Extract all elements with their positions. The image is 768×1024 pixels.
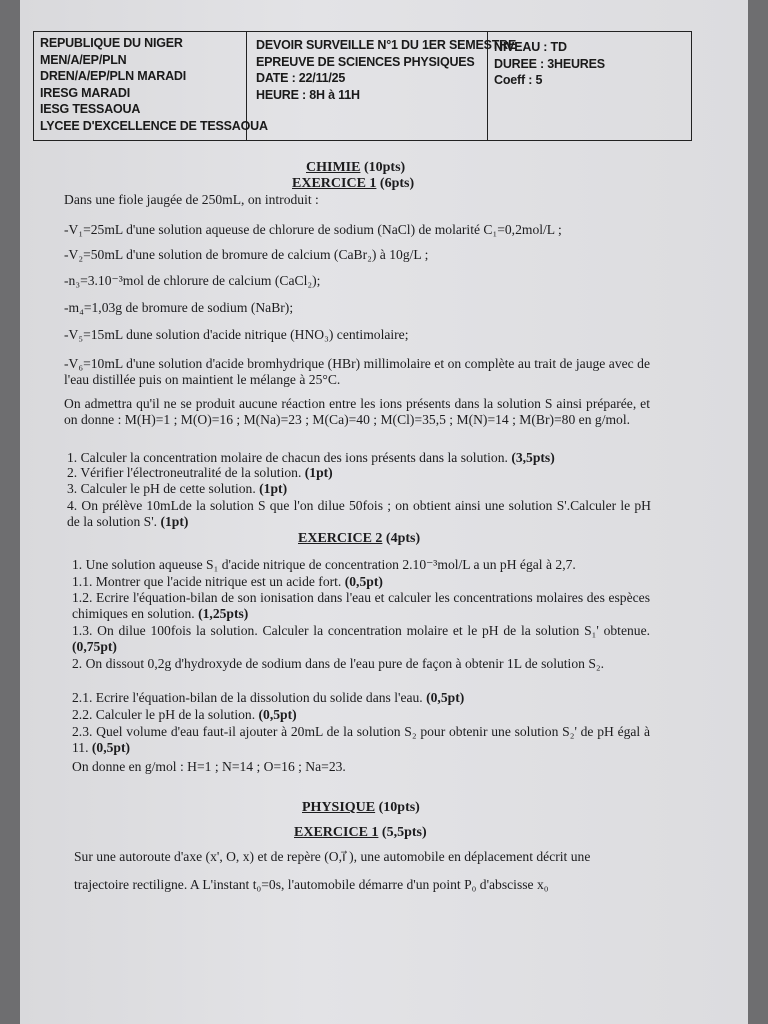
header-line: DUREE : 3HEURES xyxy=(494,56,605,71)
reagent-item: -V₁=25mL d'une solution aqueuse de chlorure de sodium (NaCl) de molarité C₁=0,2mol/L ; xyxy=(64,222,562,237)
exercise2-line: 1.3. On dilue 100fois la solution. Calculer la concentration molaire et le pH de la solution S₁' obtenue. (0,75pt) xyxy=(72,623,650,654)
reagent-item: -n₃=3.10⁻³mol de chlorure de calcium (CaCl₂); xyxy=(64,273,321,288)
physique-heading: PHYSIQUE (10pts) xyxy=(302,800,420,815)
chimie-question: 4. On prélève 10mLde la solution S que l'on dilue 50fois ; on obtient ainsi une solution S'.Calculer le pH de la solution S'. (1pt) xyxy=(67,498,651,529)
header-line: Coeff : 5 xyxy=(494,73,543,87)
header-line: DREN/A/EP/PLN MARADI xyxy=(40,69,187,83)
physique-exercise1-heading: EXERCICE 1 (5,5pts) xyxy=(294,825,427,840)
header-line: IRESG MARADI xyxy=(40,85,130,100)
header-line: IESG TESSAOUA xyxy=(40,102,141,116)
reagent-item: -m₄=1,03g de bromure de sodium (NaBr); xyxy=(64,300,294,315)
exercise2-line: 2. On dissout 0,2g d'hydroxyde de sodium dans de l'eau pure de façon à obtenir 1L de solution S₂. xyxy=(72,656,605,671)
header-exam-cell xyxy=(247,32,517,140)
exercise2-line: 2.3. Quel volume d'eau faut-il ajouter à 20mL de la solution S₂ pour obtenir une solution S₂' de pH égal à 11. (0,5pt) xyxy=(72,724,650,755)
exercise2-line: 1.2. Ecrire l'équation-bilan de son ionisation dans l'eau et calculer les concentrations molaires des espèces chimiques en solution. (1,25pts) xyxy=(72,590,650,621)
exercise2-line: 1.1. Montrer que l'acide nitrique est un acide fort. (0,5pt) xyxy=(72,574,383,589)
exercise2-line: 2.2. Calculer le pH de la solution. (0,5pt) xyxy=(72,707,297,722)
reagent-item: -V₂=50mL d'une solution de bromure de calcium (CaBr₂) à 10g/L ; xyxy=(64,247,429,262)
chimie-exercise1-heading: EXERCICE 1 (6pts) xyxy=(292,176,415,191)
header-table xyxy=(33,31,692,141)
header-line: LYCEE D'EXCELLENCE DE TESSAOUA xyxy=(40,118,268,133)
exercise2-line: On donne en g/mol : H=1 ; N=14 ; O=16 ; Na=23. xyxy=(72,759,346,774)
header-line: HEURE : 8H à 11H xyxy=(256,87,360,102)
exercise2-line: 1. Une solution aqueuse S₁ d'acide nitrique de concentration 2.10⁻³mol/L a un pH égal à 2,7. xyxy=(72,557,576,572)
chimie-question: 3. Calculer le pH de cette solution. (1pt) xyxy=(67,481,288,496)
physique-text-line: Sur une autoroute d'axe (x', O, x) et de repère (O,i⃗ ), une automobile en déplacement décrit une xyxy=(74,849,591,864)
chimie-question: 2. Vérifier l'électroneutralité de la solution. (1pt) xyxy=(67,465,333,480)
header-line: DATE : 22/11/25 xyxy=(256,71,346,85)
header-line: REPUBLIQUE DU NIGER xyxy=(40,36,183,50)
chimie-question: 1. Calculer la concentration molaire de chacun des ions présents dans la solution. (3,5pts) xyxy=(67,450,555,465)
header-institution-cell xyxy=(34,32,268,140)
chimie-heading: CHIMIE (10pts) xyxy=(306,160,406,175)
header-line: NIVEAU : TD xyxy=(494,40,567,54)
reagent-item: -V₅=15mL dune solution d'acide nitrique (HNO₃) centimolaire; xyxy=(64,327,409,342)
chimie-given-data: On admettra qu'il ne se produit aucune réaction entre les ions présents dans la solution S ainsi préparée, et on donne : M(H)=1 ; M(O)=16 ; M(Na)=23 ; M(Ca)=40 ; M(Cl)=35,5 ; M(N)=14 ; M(Br)=80 en g/mol. xyxy=(64,396,650,427)
reagent-item: -V₆=10mL d'une solution d'acide bromhydrique (HBr) millimolaire et on complète au trait de jauge avec de l'eau distillée puis on maintient le mélange à 25°C. xyxy=(64,356,650,387)
header-line: EPREUVE DE SCIENCES PHYSIQUES xyxy=(256,54,475,69)
header-level-cell xyxy=(488,32,691,140)
header-line: MEN/A/EP/PLN xyxy=(40,52,127,67)
exercise2-line: 2.1. Ecrire l'équation-bilan de la dissolution du solide dans l'eau. (0,5pt) xyxy=(72,690,465,705)
chimie-exercise2-heading: EXERCICE 2 (4pts) xyxy=(298,531,421,546)
header-line: DEVOIR SURVEILLE N°1 DU 1ER SEMESTRE xyxy=(256,38,517,52)
chimie-intro: Dans une fiole jaugée de 250mL, on introduit : xyxy=(64,192,319,207)
physique-text-line: trajectoire rectiligne. A L'instant t₀=0s, l'automobile démarre d'un point P₀ d'abscisse x₀ xyxy=(74,877,549,892)
